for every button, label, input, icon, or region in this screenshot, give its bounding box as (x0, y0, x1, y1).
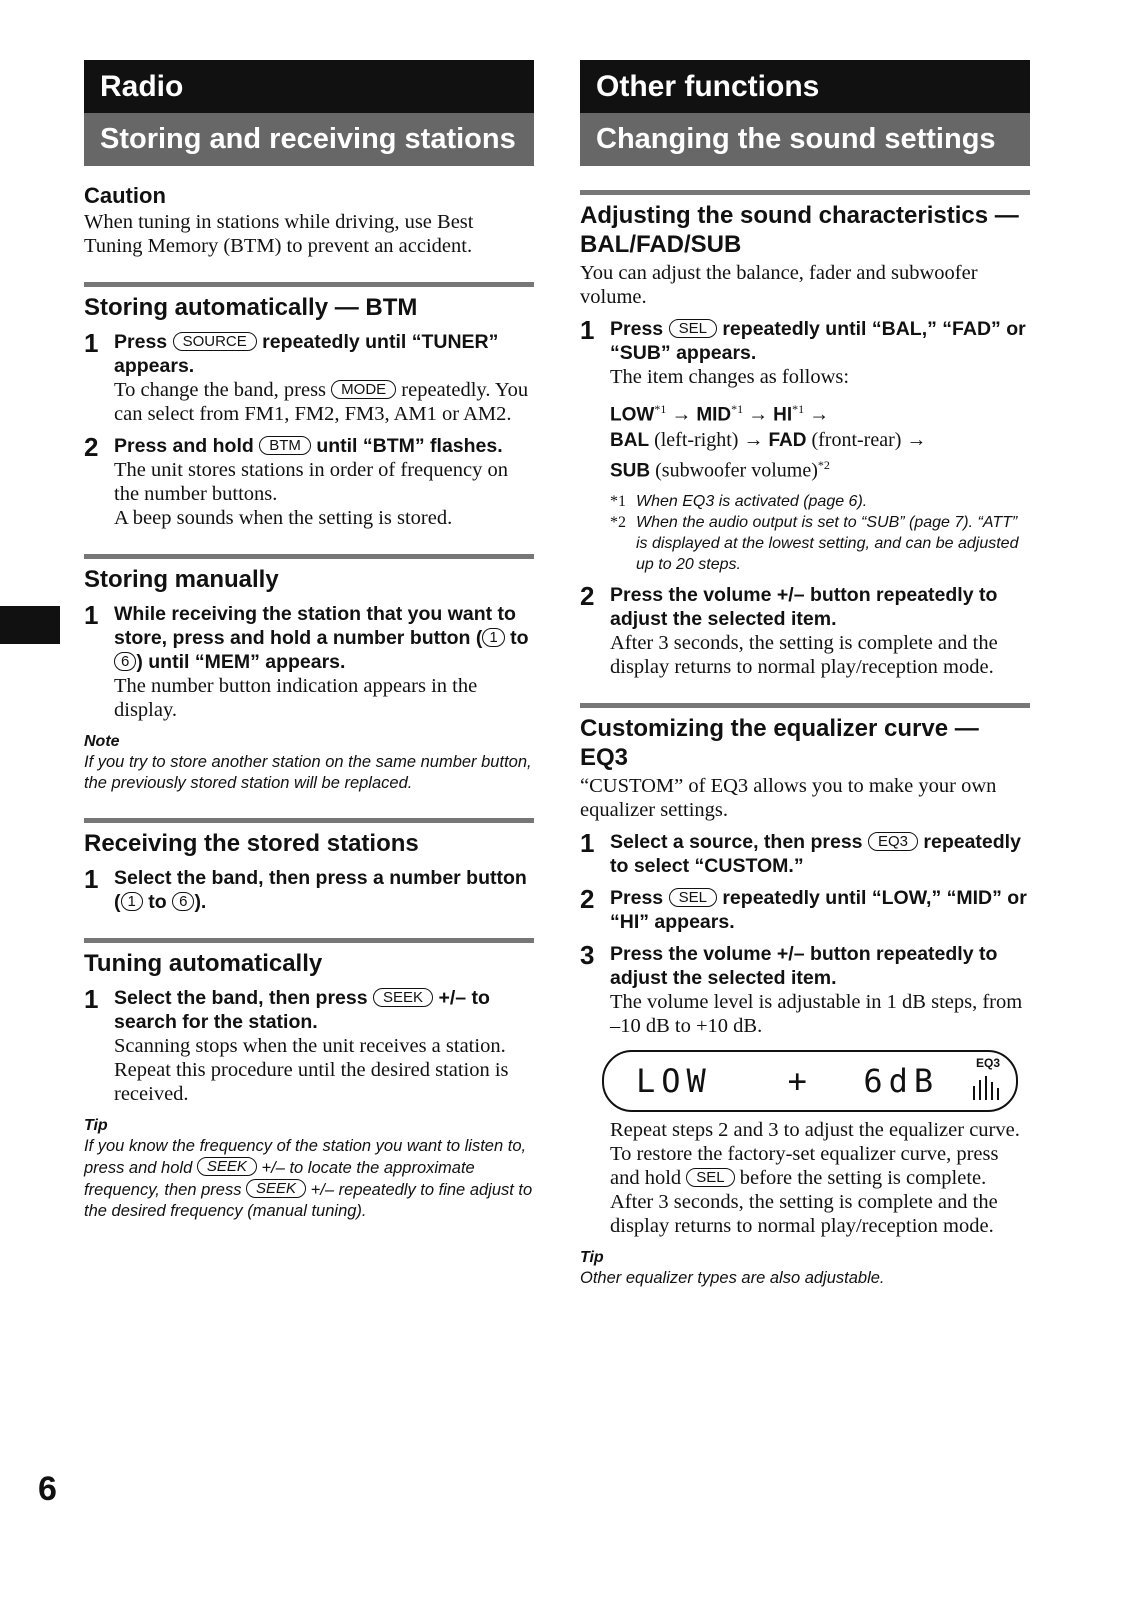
eq-after-text (580, 1118, 1030, 1238)
lcd-text: LOW + 6dB (636, 1062, 940, 1101)
footnote-ref: *2 (817, 457, 830, 472)
number-button-6-label: 6 (172, 892, 194, 911)
step-number: 1 (580, 315, 595, 345)
sound-heading: Adjusting the sound characteristics — BAL/FAD/SUB (580, 202, 1019, 258)
eq-step-2 (580, 886, 1030, 934)
eq3-indicator: EQ3 (975, 1056, 1000, 1071)
receive-step-1 (84, 866, 534, 914)
eq-step-3 (580, 942, 1030, 1038)
step-text: Select the band, then press (114, 987, 368, 1009)
caution-text: When tuning in stations while driving, use Best Tuning Memory (BTM) to prevent an accident. (84, 211, 474, 257)
footnote-1 (610, 491, 1030, 512)
arrow-icon: → (743, 428, 764, 451)
page-number: 6 (38, 1470, 57, 1508)
sel-button-label: SEL (686, 1168, 734, 1187)
step-number: 2 (84, 432, 99, 462)
eq-step-1 (580, 830, 1030, 878)
btm-step-2 (84, 434, 534, 530)
step-title (114, 434, 534, 458)
arrow-icon: → (906, 428, 927, 451)
lcd-display-illustration (602, 1050, 1018, 1112)
seq-sub: SUB (610, 460, 651, 482)
manual-step-1 (84, 602, 534, 722)
seq-low: LOW (610, 404, 655, 426)
caution-heading: Caution (84, 183, 166, 208)
step-body: The unit stores stations in order of frequency on the number buttons. (114, 459, 508, 505)
footnote-mark: *1 (610, 493, 626, 511)
tip-text: Other equalizer types are also adjustable. (580, 1269, 885, 1288)
tip-text (84, 1136, 534, 1222)
step-text: +/– to search for the station. (114, 987, 490, 1033)
step-text: repeatedly to select “CUSTOM.” (610, 831, 1021, 878)
arrow-icon: → (671, 403, 692, 426)
tip-heading: Tip (84, 1117, 108, 1134)
receive-heading: Receiving the stored stations (84, 830, 419, 857)
tip-text-part: If you know the frequency of the station you want to listen to, press and hold (84, 1137, 527, 1177)
step-text: repeatedly. You can select from FM1, FM2, FM3, AM1 or AM2. (114, 379, 529, 425)
tuning-step-1 (84, 986, 534, 1106)
step-title (114, 866, 534, 914)
step-text: Select a source, then press (610, 831, 863, 854)
sound-intro: You can adjust the balance, fader and subwoofer volume. (580, 262, 978, 308)
number-button-6-label: 6 (114, 652, 136, 671)
step-title (114, 602, 534, 674)
step-body: The item changes as follows: (610, 366, 850, 388)
step-number: 2 (580, 581, 595, 612)
step-body: A beep sounds when the setting is stored. (114, 507, 453, 529)
step-number: 1 (84, 600, 99, 630)
step-text: before the setting is complete. (739, 1167, 987, 1190)
sel-button-label: SEL (669, 319, 717, 338)
step-text: ) until “MEM” appears. (136, 651, 346, 673)
number-button-1-label: 1 (121, 892, 143, 911)
step-text: While receiving the station that you want to store, press and hold a number button ( (114, 603, 516, 649)
footnote-ref: *1 (731, 402, 744, 416)
step-number: 2 (580, 884, 595, 915)
step-title (610, 830, 1030, 878)
step-text: Press and hold (114, 435, 254, 457)
equalizer-bars-icon (968, 1072, 1002, 1102)
step-body: The number button indication appears in the display. (114, 675, 478, 721)
step-number: 1 (84, 328, 99, 358)
tip-text-part: +/– to locate the approximate frequency, then press (84, 1159, 475, 1199)
seek-button-label: SEEK (373, 988, 433, 1007)
arrow-icon: → (748, 403, 769, 426)
right-column (580, 60, 1030, 1289)
step-body: Repeat steps 2 and 3 to adjust the equalizer curve. (610, 1119, 1020, 1142)
footnote-ref: *1 (654, 402, 667, 416)
step-body (114, 378, 534, 426)
seq-mid: MID (696, 404, 732, 426)
seq-desc: (front-rear) (811, 428, 902, 451)
step-text: repeatedly until “LOW,” “MID” or “HI” appears. (610, 887, 1027, 934)
section-divider (84, 938, 534, 943)
step-number: 1 (580, 828, 595, 859)
step-body (610, 1142, 1030, 1190)
step-body: After 3 seconds, the setting is complete and the display returns to normal play/reception mode. (610, 1191, 998, 1238)
step-text: repeatedly until “BAL,” “FAD” or “SUB” appears. (610, 318, 1026, 364)
step-title (610, 886, 1030, 934)
step-body: After 3 seconds, the setting is complete and the display returns to normal play/reception mode. (610, 632, 998, 679)
step-title (610, 317, 1030, 365)
seq-fad: FAD (768, 429, 807, 451)
step-text: to (148, 891, 167, 913)
footnote-text: When EQ3 is activated (page 6). (636, 493, 868, 511)
step-title: Press the volume +/– button repeatedly to adjust the selected item. (610, 584, 998, 631)
item-sequence (610, 397, 1030, 483)
step-text: to (510, 627, 529, 649)
section-divider (580, 190, 1030, 195)
section-title: Storing and receiving stations (84, 113, 534, 166)
step-text: ). (194, 891, 207, 913)
eq-heading: Customizing the equalizer curve — EQ3 (580, 715, 979, 772)
section-divider (84, 554, 534, 559)
step-title (114, 330, 534, 378)
note-heading: Note (84, 733, 120, 750)
seq-desc: (subwoofer volume) (655, 459, 818, 482)
note-text: If you try to store another station on the same number button, the previously stored station will be replaced. (84, 753, 532, 792)
step-title: Press the volume +/– button repeatedly to adjust the selected item. (610, 943, 998, 990)
step-body: Scanning stops when the unit receives a station. Repeat this procedure until the desired station is received. (114, 1035, 509, 1105)
footnote-2 (610, 512, 1030, 575)
step-number: 1 (84, 864, 99, 894)
step-body: The volume level is adjustable in 1 dB steps, from –10 dB to +10 dB. (610, 991, 1023, 1038)
sound-step-1 (580, 317, 1030, 575)
step-text: Press (610, 318, 664, 340)
manual-heading: Storing manually (84, 566, 279, 593)
step-text: Press (114, 331, 168, 353)
btm-step-1 (84, 330, 534, 426)
section-divider (580, 703, 1030, 708)
arrow-icon: → (809, 403, 830, 426)
footnote-mark: *2 (610, 514, 626, 532)
step-number: 3 (580, 940, 595, 971)
seq-hi: HI (773, 404, 793, 426)
step-number: 1 (84, 984, 99, 1014)
step-text: repeatedly until “TUNER” appears. (114, 331, 499, 377)
chapter-title: Radio (84, 60, 534, 113)
eq-intro: “CUSTOM” of EQ3 allows you to make your own equalizer settings. (580, 775, 997, 822)
footnote-text: When the audio output is set to “SUB” (page 7). “ATT” is displayed at the lowest setting, and can be adjusted up to 20 steps. (636, 514, 1019, 574)
step-text: To restore the factory-set equalizer curve, press and hold (610, 1143, 999, 1190)
seq-desc: (left-right) (654, 428, 739, 451)
seek-button-label: SEEK (197, 1157, 257, 1176)
tip-text-part: +/– repeatedly to fine adjust to the desired frequency (manual tuning). (84, 1181, 533, 1220)
section-tab-marker (0, 606, 60, 644)
mode-button-label: MODE (331, 380, 396, 399)
step-text: Press (610, 887, 664, 910)
left-column (84, 60, 534, 1222)
btm-button-label: BTM (259, 436, 311, 455)
tip-heading: Tip (580, 1249, 604, 1267)
section-title: Changing the sound settings (580, 113, 1030, 166)
eq3-button-label: EQ3 (868, 832, 918, 851)
number-button-1-label: 1 (482, 628, 504, 647)
footnote-ref: *1 (792, 402, 805, 416)
source-button-label: SOURCE (173, 332, 257, 351)
step-title (114, 986, 534, 1034)
sel-button-label: SEL (669, 888, 717, 907)
step-text: To change the band, press (114, 379, 327, 401)
seq-bal: BAL (610, 429, 650, 451)
chapter-title: Other functions (580, 60, 1030, 113)
sound-step-2 (580, 583, 1030, 679)
btm-heading: Storing automatically — BTM (84, 294, 418, 321)
step-text: until “BTM” flashes. (316, 435, 503, 457)
section-divider (84, 818, 534, 823)
section-divider (84, 282, 534, 287)
seek-button-label: SEEK (246, 1179, 306, 1198)
tuning-heading: Tuning automatically (84, 950, 323, 977)
step-text: Select the band, then press a number button ( (114, 867, 527, 913)
